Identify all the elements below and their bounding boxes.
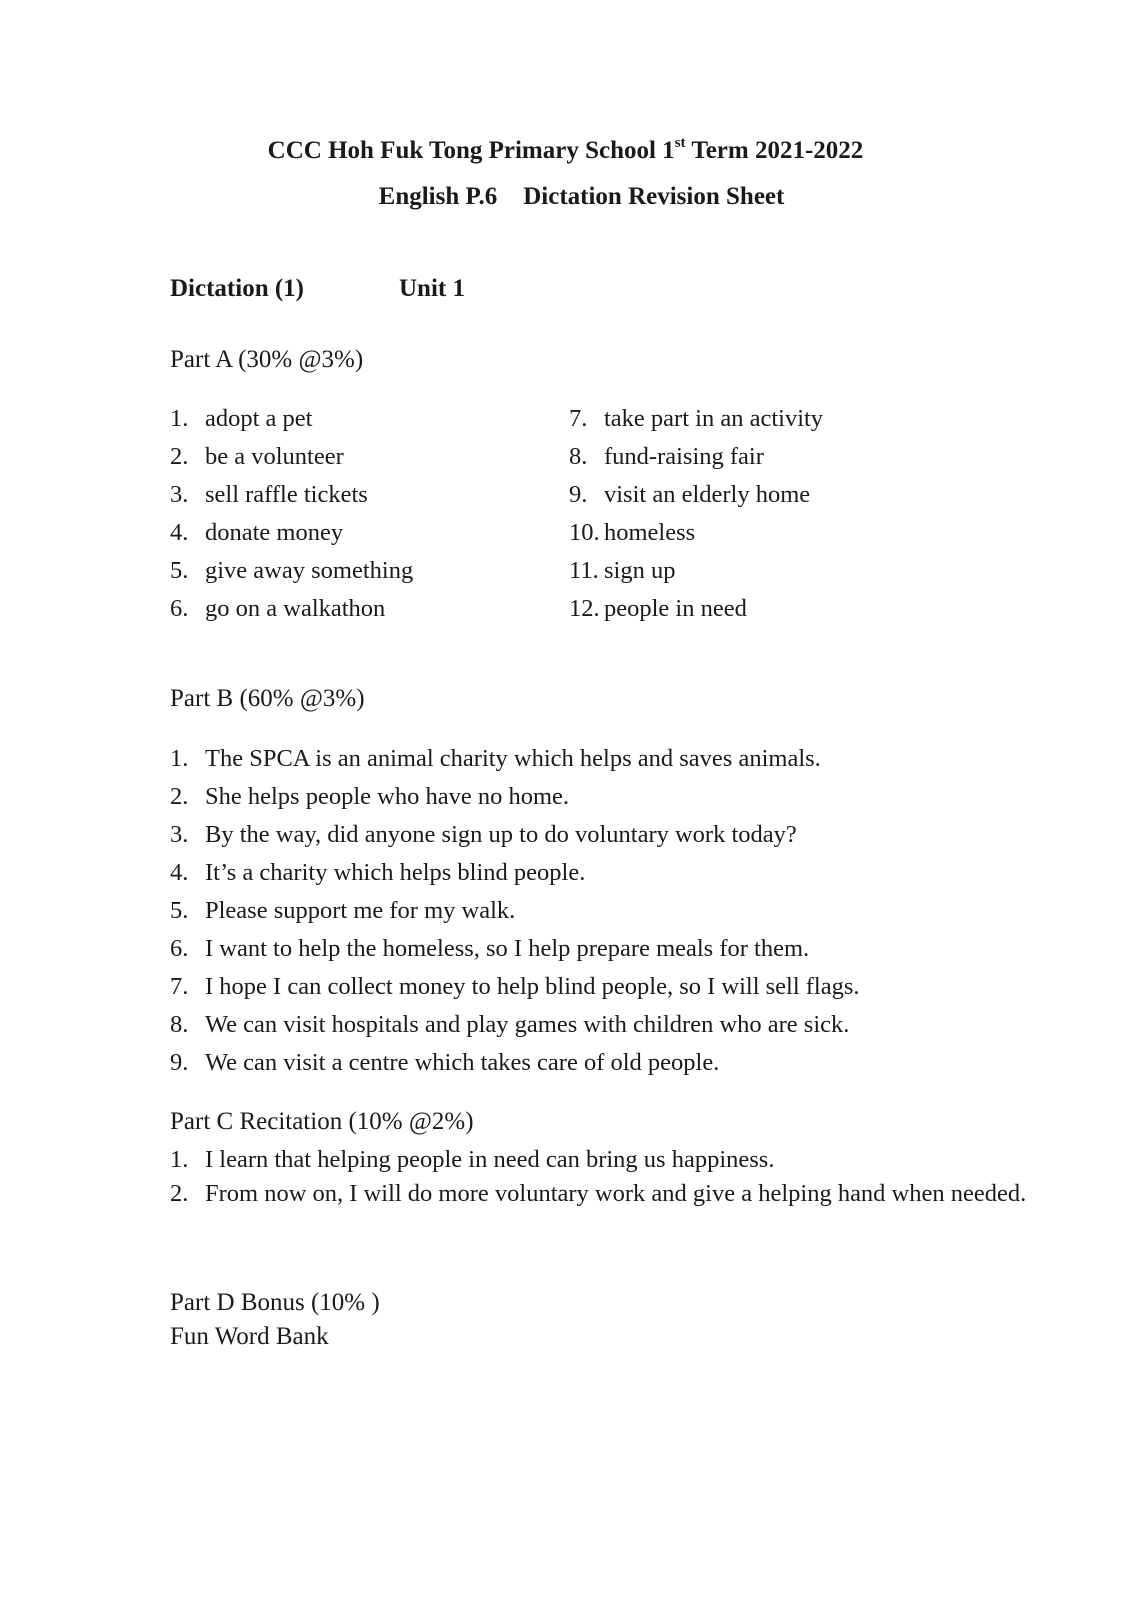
item-number: 6. xyxy=(170,935,189,962)
item-number: 5. xyxy=(170,897,189,924)
item-text: donate money xyxy=(205,519,344,546)
item-number: 6. xyxy=(170,595,189,622)
sheet-name: Dictation Revision Sheet xyxy=(523,183,785,210)
item-text: I want to help the homeless, so I help prepare meals for them. xyxy=(205,935,810,962)
list-item xyxy=(170,1010,860,1048)
part-b-list xyxy=(170,744,860,1086)
item-number: 8. xyxy=(569,443,588,470)
item-number: 7. xyxy=(569,405,588,432)
item-text: We can visit hospitals and play games with children who are sick. xyxy=(205,1011,850,1038)
item-number: 2. xyxy=(170,1180,189,1207)
list-item xyxy=(170,782,860,820)
page-title xyxy=(0,136,1131,166)
list-item xyxy=(569,594,823,632)
list-item xyxy=(170,1177,1027,1211)
list-item xyxy=(569,518,823,556)
list-item xyxy=(170,1048,860,1086)
item-number: 4. xyxy=(170,859,189,886)
item-number: 12. xyxy=(569,595,600,622)
list-item xyxy=(170,972,860,1010)
item-text: I hope I can collect money to help blind people, so I will sell flags. xyxy=(205,973,860,1000)
part-a-list-right xyxy=(569,404,823,632)
item-number: 1. xyxy=(170,1146,189,1173)
item-text: visit an elderly home xyxy=(604,481,811,508)
part-c-label: Part C Recitation (10% @2%) xyxy=(170,1108,474,1135)
list-item xyxy=(170,744,860,782)
list-item xyxy=(170,858,860,896)
list-item xyxy=(569,404,823,442)
part-d-label: Part D Bonus (10% ) xyxy=(170,1289,380,1316)
list-item xyxy=(170,594,413,632)
part-b-label: Part B (60% @3%) xyxy=(170,685,365,712)
item-text: Please support me for my walk. xyxy=(205,897,516,924)
item-text: take part in an activity xyxy=(604,405,824,432)
item-text: go on a walkathon xyxy=(205,595,386,622)
item-number: 1. xyxy=(170,745,189,772)
list-item xyxy=(170,1143,985,1177)
list-item xyxy=(170,556,413,594)
item-number: 3. xyxy=(170,821,189,848)
item-text: From now on, I will do more voluntary work and give a helping hand when needed. xyxy=(205,1180,1027,1207)
item-number: 11. xyxy=(569,557,599,584)
list-item xyxy=(170,442,413,480)
title-school-term-suffix: Term 2021-2022 xyxy=(685,137,864,164)
list-item xyxy=(569,556,823,594)
item-number: 10. xyxy=(569,519,600,546)
item-number: 9. xyxy=(569,481,588,508)
title-school-term-prefix: CCC Hoh Fuk Tong Primary School 1 xyxy=(267,137,675,164)
list-item xyxy=(170,518,413,556)
item-text: She helps people who have no home. xyxy=(205,783,570,810)
item-number: 2. xyxy=(170,443,189,470)
list-item xyxy=(170,820,860,858)
item-text: be a volunteer xyxy=(205,443,344,470)
list-item xyxy=(170,404,413,442)
item-text: It’s a charity which helps blind people. xyxy=(205,859,586,886)
item-text: homeless xyxy=(604,519,696,546)
page-subtitle xyxy=(16,182,1131,212)
fun-word-bank-label: Fun Word Bank xyxy=(170,1323,329,1350)
item-text: adopt a pet xyxy=(205,405,313,432)
list-item xyxy=(170,480,413,518)
dictation-label: Dictation (1) xyxy=(170,275,304,302)
item-text: By the way, did anyone sign up to do voluntary work today? xyxy=(205,821,797,848)
item-text: The SPCA is an animal charity which helps and saves animals. xyxy=(205,745,821,772)
item-number: 9. xyxy=(170,1049,189,1076)
part-c-list xyxy=(170,1143,1027,1211)
item-number: 7. xyxy=(170,973,189,1000)
list-item xyxy=(569,480,823,518)
item-text: fund-raising fair xyxy=(604,443,764,470)
item-number: 4. xyxy=(170,519,189,546)
title-ordinal-suffix: st xyxy=(674,134,686,151)
item-number: 8. xyxy=(170,1011,189,1038)
item-text: I learn that helping people in need can bring us happiness. xyxy=(205,1146,775,1173)
item-number: 3. xyxy=(170,481,189,508)
unit-label: Unit 1 xyxy=(399,275,465,302)
dictation-heading xyxy=(170,274,465,304)
item-text: sign up xyxy=(604,557,676,584)
item-text: sell raffle tickets xyxy=(205,481,368,508)
list-item xyxy=(170,934,860,972)
part-a-list-left xyxy=(170,404,413,632)
item-number: 1. xyxy=(170,405,189,432)
item-number: 2. xyxy=(170,783,189,810)
list-item xyxy=(170,896,860,934)
part-a-label: Part A (30% @3%) xyxy=(170,346,364,373)
list-item xyxy=(569,442,823,480)
subject-label: English P.6 xyxy=(378,183,498,210)
item-text: give away something xyxy=(205,557,414,584)
item-text: We can visit a centre which takes care of old people. xyxy=(205,1049,720,1076)
item-text: people in need xyxy=(604,595,747,622)
item-number: 5. xyxy=(170,557,189,584)
